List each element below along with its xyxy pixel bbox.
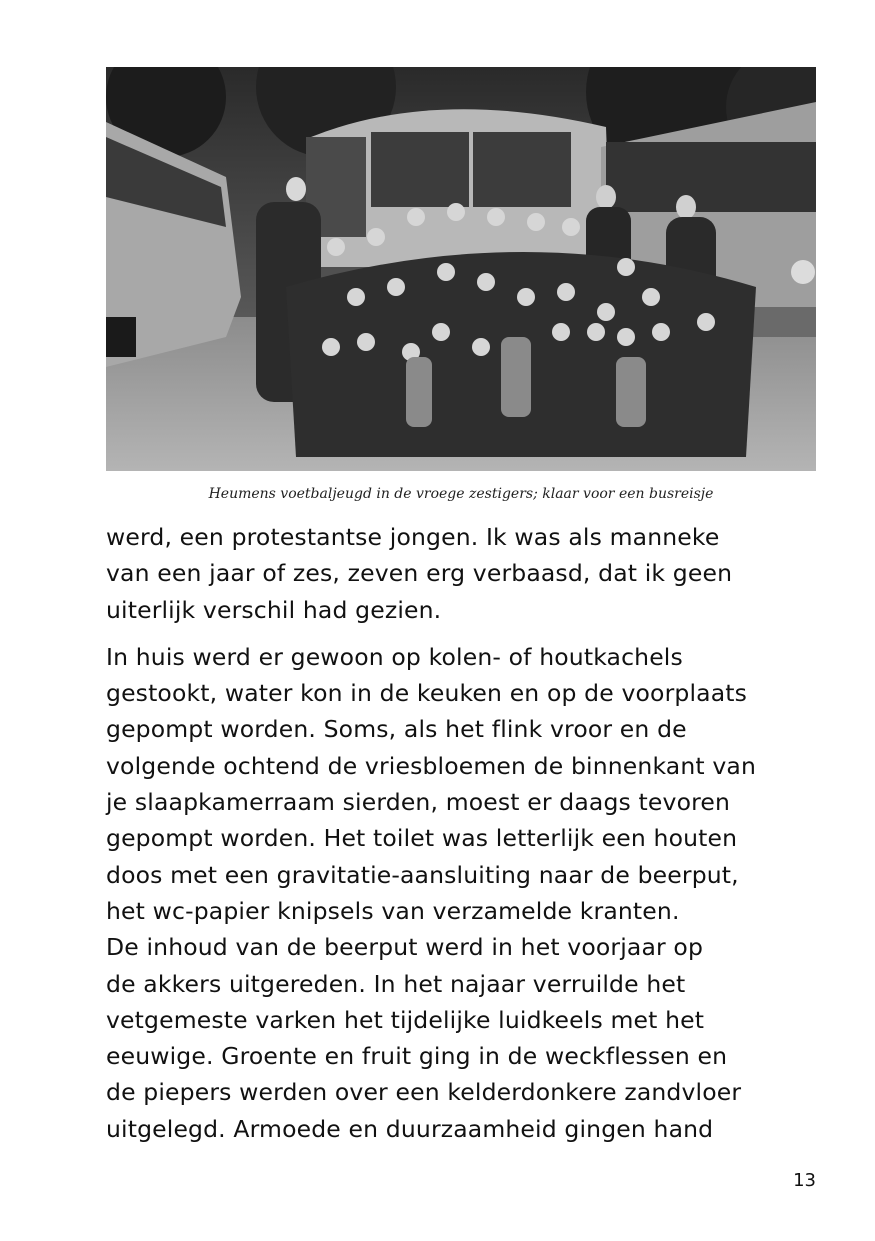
body-text <box>106 519 826 1147</box>
text-line: de piepers werden over een kelderdonkere zandvloer <box>106 1078 742 1107</box>
text-line: uiterlijk verschil had gezien. <box>106 595 442 624</box>
text-line: je slaapkamerraam sierden, moest er daags tevoren <box>106 788 731 817</box>
text-line: gepompt worden. Het toilet was letterlijk een houten <box>106 824 738 853</box>
text-line: eeuwige. Groente en fruit ging in de weckflessen en <box>106 1042 728 1071</box>
page-number: 13 <box>793 1170 816 1191</box>
text-line: van een jaar of zes, zeven erg verbaasd, dat ik geen <box>106 559 733 588</box>
photo-illustration <box>106 67 816 471</box>
text-line: De inhoud van de beerput werd in het voorjaar op <box>106 933 704 962</box>
paragraph-gap <box>106 628 826 639</box>
text-line: het wc-papier knipsels van verzamelde kranten. <box>106 896 680 925</box>
text-line: gestookt, water kon in de keuken en op de voorplaats <box>106 679 748 708</box>
text-line: vetgemeste varken het tijdelijke luidkeels met het <box>106 1005 705 1034</box>
text-line: doos met een gravitatie-aansluiting naar de beerput, <box>106 860 739 889</box>
text-line: werd, een protestantse jongen. Ik was als manneke <box>106 523 720 551</box>
text-line: uitgelegd. Armoede en duurzaamheid gingen hand <box>106 1114 714 1143</box>
text-line: gepompt worden. Soms, als het flink vroor en de <box>106 715 687 744</box>
center-bus <box>306 109 611 267</box>
text-line: In huis werd er gewoon op kolen- of houtkachels <box>106 642 683 671</box>
text-line: de akkers uitgereden. In het najaar verruilde het <box>106 969 686 998</box>
photo-caption: Heumens voetbaljeugd in de vroege zestigers; klaar voor een busreisje <box>208 486 714 502</box>
text-line: volgende ochtend de vriesbloemen de binnenkant van <box>106 751 757 780</box>
group-photo <box>106 67 816 471</box>
